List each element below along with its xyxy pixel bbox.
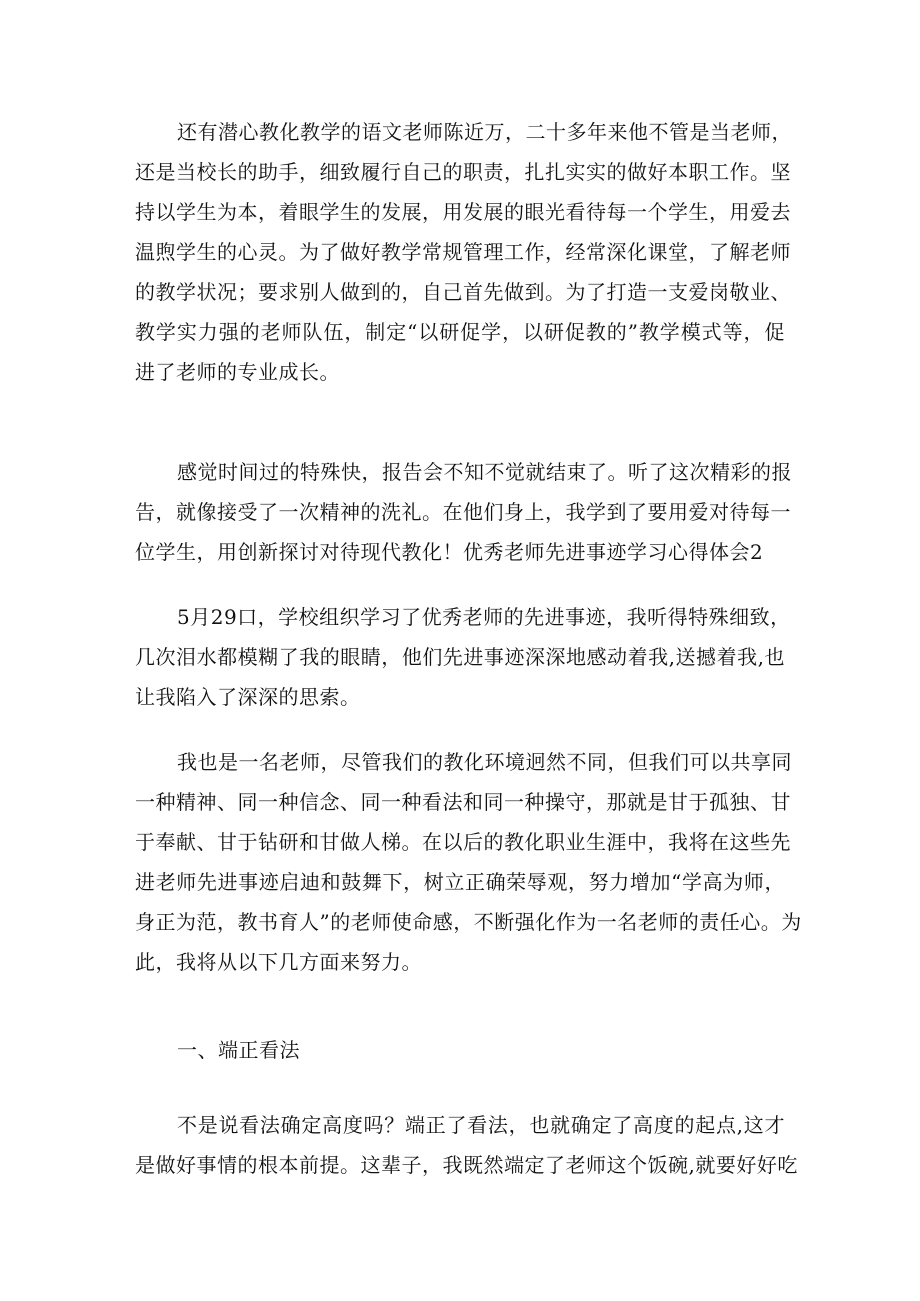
- paragraph-line: 位学生，用创新探讨对待现代教化！优秀老师先进事迹学习心得体会2: [135, 540, 764, 564]
- paragraph-line: 不是说看法确定高度吗？端正了看法，也就确定了高度的起点,这才: [177, 1113, 785, 1137]
- paragraph-4: [135, 742, 802, 982]
- paragraph-1: [135, 112, 792, 392]
- paragraph-line: 我也是一名老师，尽管我们的教化环境迥然不同，但我们可以共享同: [177, 750, 792, 774]
- paragraph-line: 是做好事情的根本前提。这辈子，我既然端定了老师这个饭碗,就要好好吃: [135, 1153, 798, 1177]
- section-heading: [135, 1030, 785, 1070]
- paragraph-line: 身正为范，教书育人”的老师使命感，不断强化作为一名老师的责任心。为: [135, 910, 802, 934]
- paragraph-line: 此，我将从以下几方面来努力。: [135, 950, 422, 974]
- paragraph-line: 教学实力强的老师队伍，制定“以研促学，以研促教的”教学模式等，促: [135, 320, 785, 344]
- paragraph-2: [135, 452, 792, 572]
- paragraph-line: 让我陷入了深深的思索。: [135, 685, 361, 709]
- paragraph-line: 还是当校长的助手，细致履行自己的职责，扎扎实实的做好本职工作。坚: [135, 160, 791, 184]
- paragraph-line: 于奉献、甘于钻研和甘做人梯。在以后的教化职业生涯中，我将在这些先: [135, 830, 791, 854]
- paragraph-line: 的教学状况；要求别人做到的，自己首先做到。为了打造一支爱岗敬业、: [135, 280, 791, 304]
- paragraph-3: [135, 597, 791, 717]
- paragraph-line: 温煦学生的心灵。为了做好教学常规管理工作，经常深化课堂，了解老师: [135, 240, 791, 264]
- paragraph-6: [135, 1105, 798, 1185]
- paragraph-line: 持以学生为本，着眼学生的发展，用发展的眼光看待每一个学生，用爱去: [135, 200, 791, 224]
- paragraph-line: 几次泪水都模糊了我的眼睛，他们先进事迹深深地感动着我,送撼着我,也: [135, 645, 785, 669]
- paragraph-line: 感觉时间过的特殊快，报告会不知不觉就结束了。听了这次精彩的报: [177, 460, 792, 484]
- paragraph-line: 一种精神、同一种信念、同一种看法和同一种操守，那就是甘于孤独、甘: [135, 790, 791, 814]
- paragraph-line: 进老师先进事迹启迪和鼓舞下，树立正确荣辱观，努力增加“学高为师，: [135, 870, 785, 894]
- paragraph-line: 还有潜心教化教学的语文老师陈近万，二十多年来他不管是当老师，: [177, 120, 792, 144]
- paragraph-line: 5月29口，学校组织学习了优秀老师的先进事迹，我听得特殊细致，: [177, 605, 791, 629]
- section-heading-text: 一、端正看法: [177, 1038, 300, 1062]
- paragraph-line: 进了老师的专业成长。: [135, 360, 340, 384]
- paragraph-line: 告，就像接受了一次精神的洗礼。在他们身上，我学到了要用爱对待每一: [135, 500, 791, 524]
